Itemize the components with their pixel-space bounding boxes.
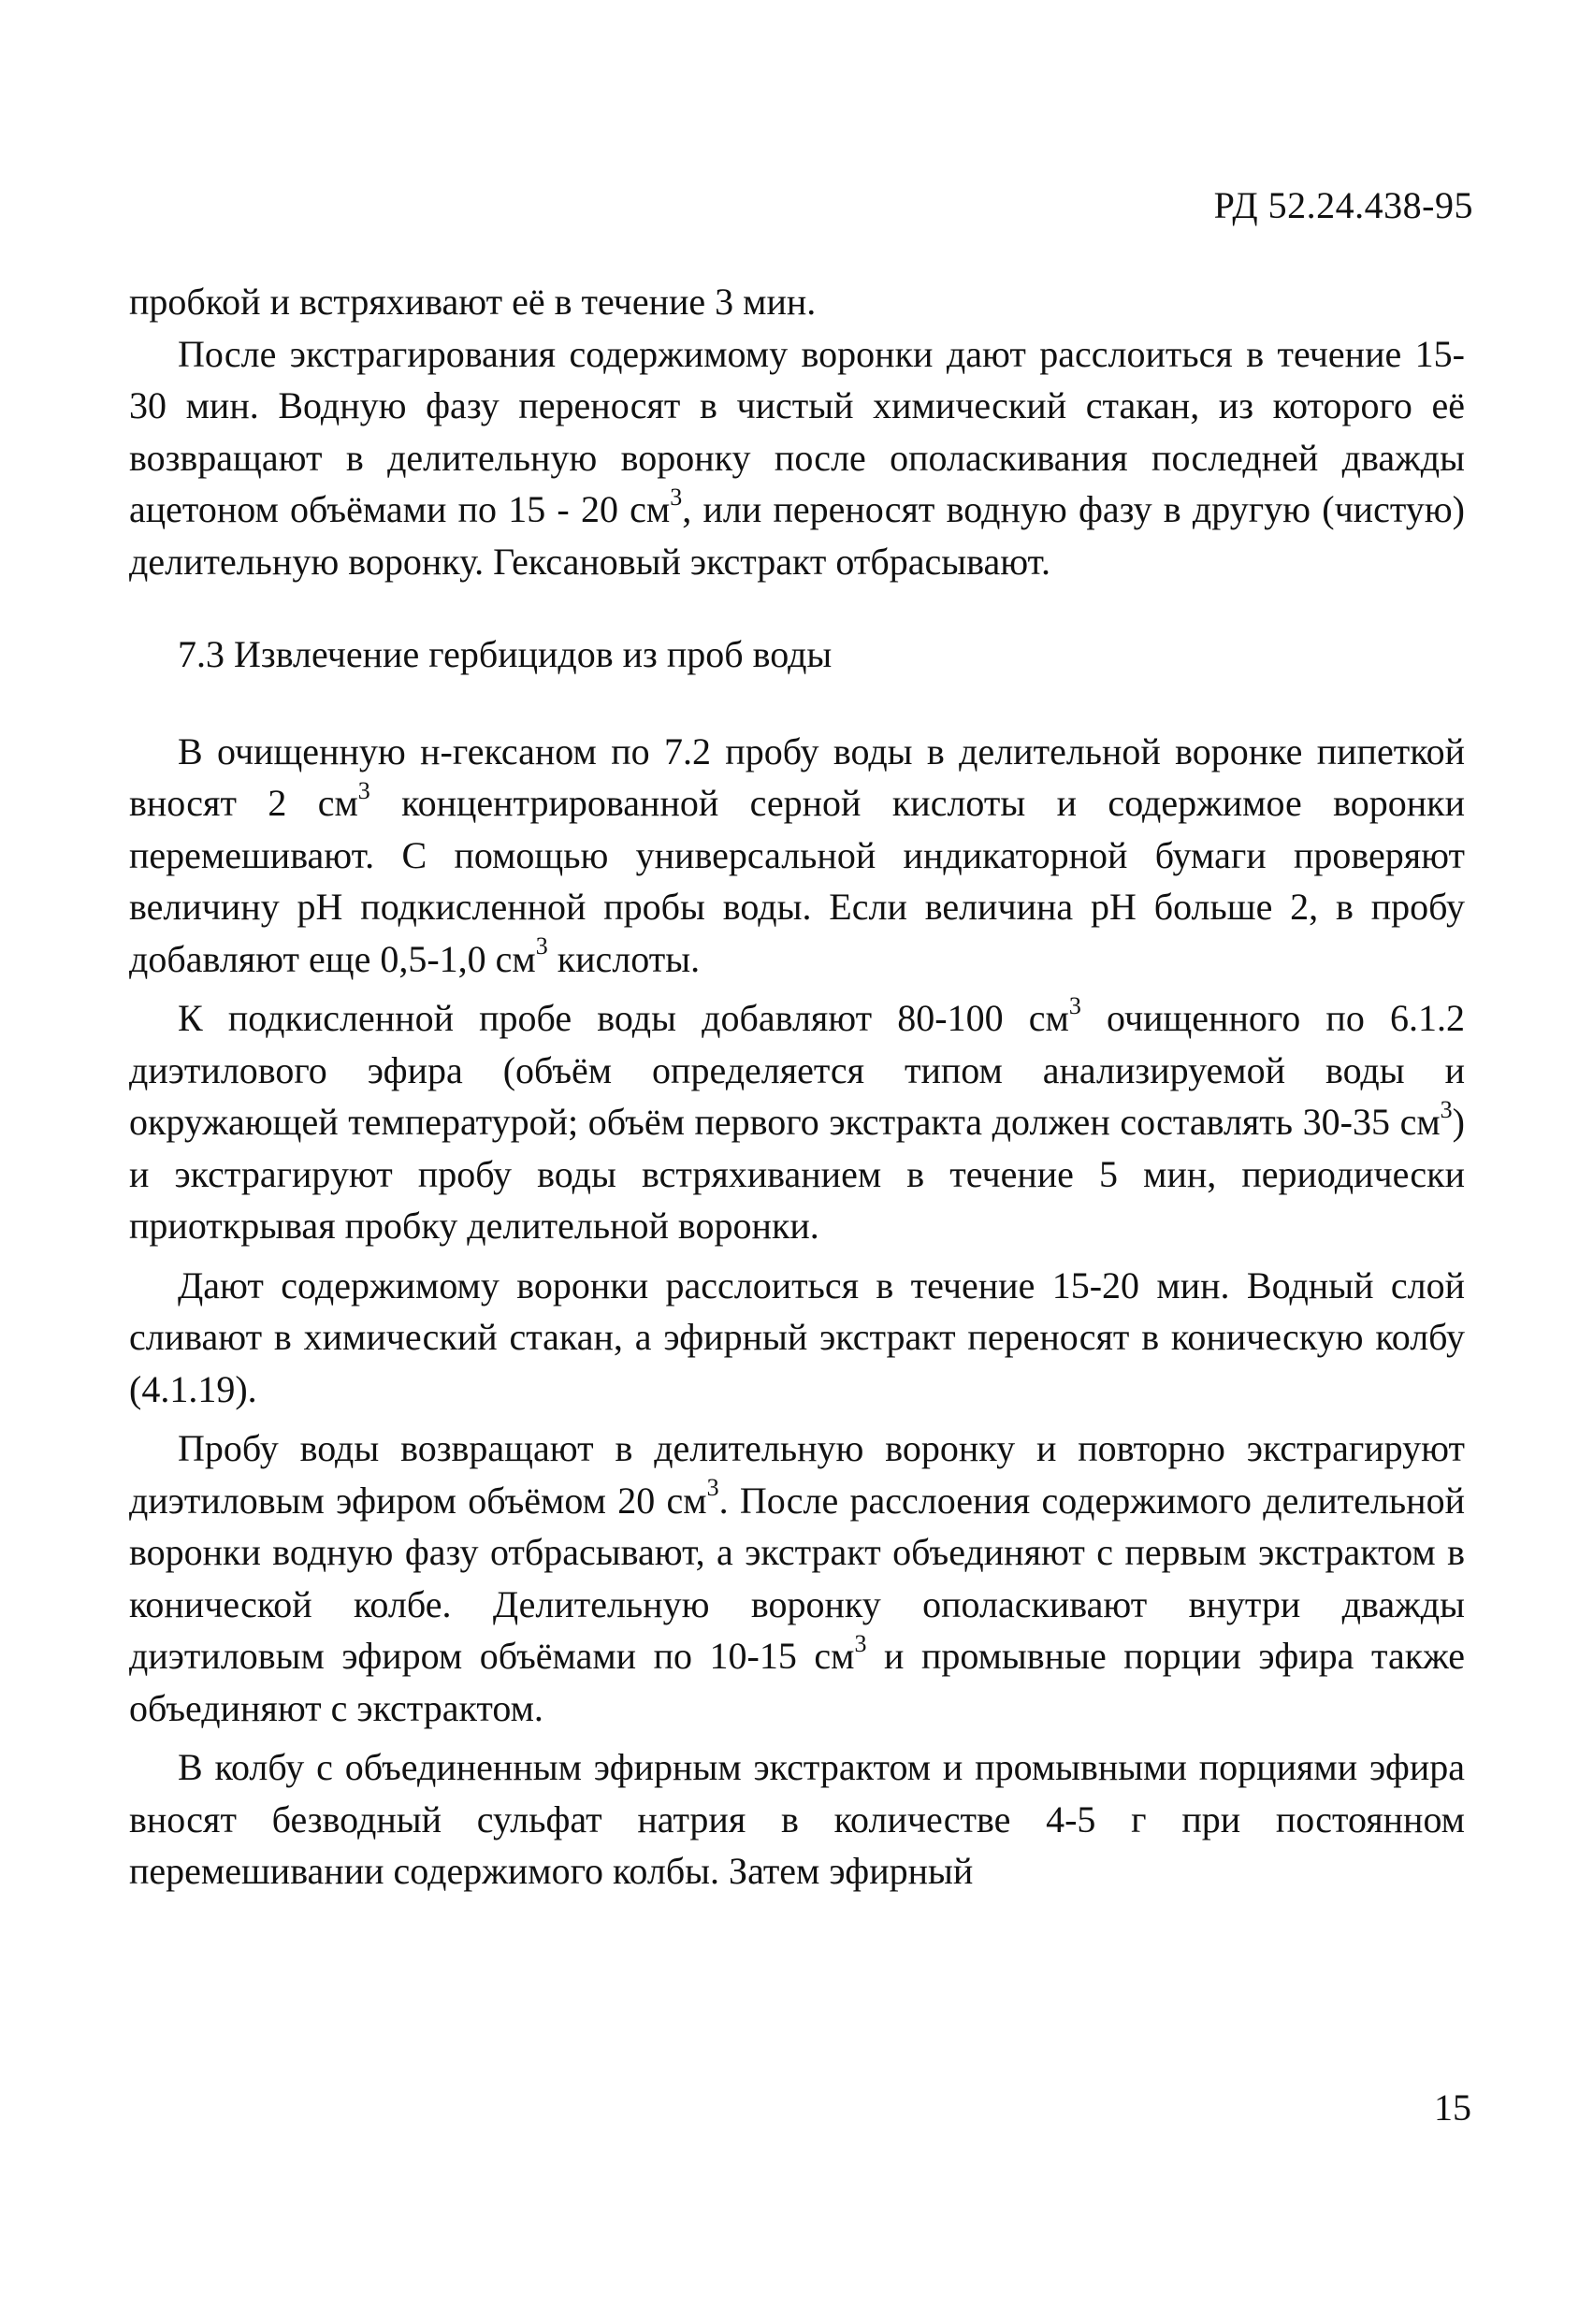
- text-segment: концентрированной серной кислоты и содержимое воронки перемешивают. С помощью универсальной индикаторной бумаги проверяют величину рН подкисленной пробы воды. Если величина рН больше 2, в пробу добавляют еще 0,5-1,0 см: [129, 782, 1465, 980]
- text-segment: и промывные порции эфира также объединяют с экстрактом.: [129, 1635, 1465, 1729]
- paragraph-extraction-separation: [129, 328, 1465, 588]
- text-segment: кислоты.: [547, 937, 701, 980]
- text-segment: ) и экстрагируют пробу воды встряхиванием в течение 5 мин, периодически приоткрывая пробку делительной воронки.: [129, 1101, 1465, 1247]
- text-segment: , или переносят водную фазу в другую (чистую) делительную воронку. Гексановый экстракт отбрасывают.: [129, 488, 1466, 583]
- superscript: 3: [357, 776, 370, 804]
- text-segment: После экстрагирования содержимому воронки дают расслоиться в течение 15-30 мин. Водную фазу переносят в чистый химический стакан, из которого её возвращают в делительную воронку после ополаскивания последней дважды ацетоном объёмами по 15 - 20 см: [129, 332, 1465, 530]
- text-segment: очищенного по 6.1.2 диэтилового эфира (объём определяется типом анализируемой воды и окружающей температурой; объём первого экстракта должен составлять 30-35 см: [129, 997, 1465, 1143]
- paragraph-continuation: пробкой и встряхивают её в течение 3 мин.: [129, 281, 817, 323]
- page-number: 15: [1434, 2086, 1471, 2129]
- superscript: 3: [854, 1629, 867, 1657]
- superscript: 3: [1440, 1095, 1453, 1123]
- paragraph-ether-extraction: [129, 992, 1465, 1252]
- paragraph-drying: В колбу с объединенным эфирным экстрактом и промывными порциями эфира вносят безводный сульфат натрия в количестве 4-5 г при постоянном перемешивании содержимого колбы. Затем эфирный: [129, 1746, 1465, 1892]
- paragraph-acidification: [129, 726, 1465, 986]
- superscript: 3: [535, 932, 548, 960]
- body-text: [129, 276, 1465, 1898]
- superscript: 3: [706, 1474, 719, 1502]
- superscript: 3: [670, 483, 683, 511]
- paragraph-repeat-extraction: [129, 1422, 1465, 1734]
- text-segment: В очищенную н-гексаном по 7.2 пробу воды в делительной воронке пипеткой вносят 2 см: [129, 729, 1465, 824]
- document-code: РД 52.24.438-95: [1213, 184, 1473, 226]
- superscript: 3: [1068, 991, 1081, 1019]
- section-heading: 7.3 Извлечение гербицидов из проб воды: [178, 633, 833, 675]
- paragraph-layer-separation: Дают содержимому воронки расслоиться в течение 15-20 мин. Водный слой сливают в химический стакан, а эфирный экстракт переносят в коническую колбу (4.1.19).: [129, 1263, 1465, 1410]
- text-segment: Пробу воды возвращают в делительную воронку и повторно экстрагируют диэтиловым эфиром объёмом 20 см: [129, 1427, 1465, 1522]
- text-segment: К подкисленной пробе воды добавляют 80-100 см: [178, 997, 1069, 1039]
- text-segment: . После расслоения содержимого делительной воронки водную фазу отбрасывают, а экстракт объединяют с первым экстрактом в конической колбе. Делительную воронку ополаскивают внутри дважды диэтиловым эфиром объёмами по 10-15 см: [129, 1479, 1465, 1677]
